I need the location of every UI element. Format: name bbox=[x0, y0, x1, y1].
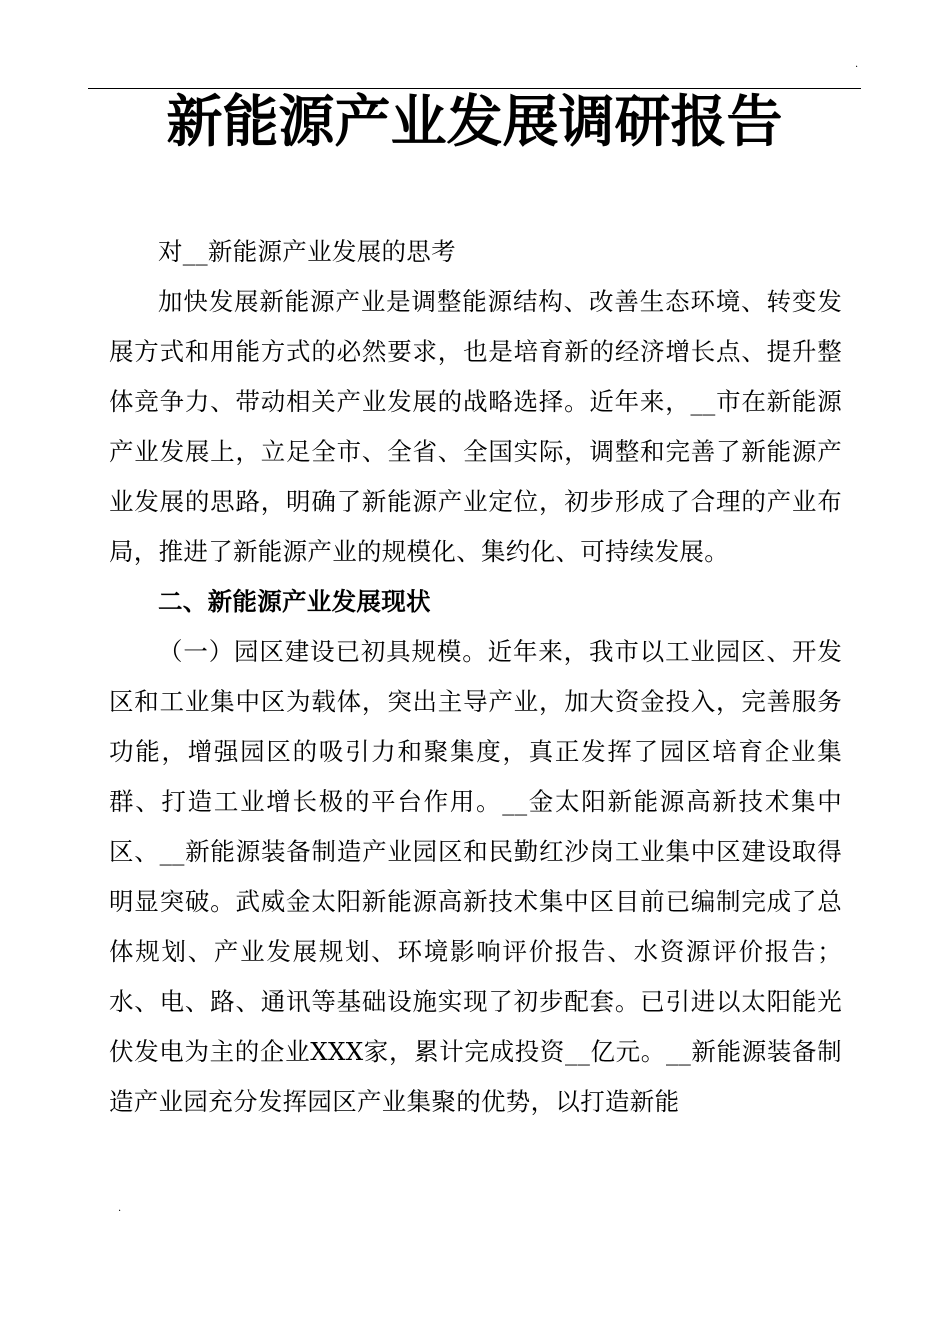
section-paragraph: （一）园区建设已初具规模。近年来，我市以工业园区、开发区和工业集中区为载体，突出主导产业，加大资金投入，完善服务功能，增强园区的吸引力和聚集度，真正发挥了园区培育企业集群、打造工业增长极的平台作用。__金太阳新能源高新技术集中区、__新能源装备制造产业园区和民勤红沙岗工业集中区建设取得明显突破。武威金太阳新能源高新技术集中区目前已编制完成了总体规划、产业发展规划、环境影响评价报告、水资源评价报告；水、电、路、通讯等基础设施实现了初步配套。已引进以太阳能光伏发电为主的企业XXX家，累计完成投资__亿元。__新能源装备制造产业园充分发挥园区产业集聚的优势，以打造新能 bbox=[109, 637, 842, 1116]
intro-paragraph: 加快发展新能源产业是调整能源结构、改善生态环境、转变发展方式和用能方式的必然要求，也是培育新的经济增长点、提升整体竞争力、带动相关产业发展的战略选择。近年来，__市在新能源产业发展上，立足全市、全省、全国实际，调整和完善了新能源产业发展的思路，明确了新能源产业定位，初步形成了合理的产业布局，推进了新能源产业的规模化、集约化、可持续发展。 bbox=[109, 287, 842, 566]
document-body bbox=[109, 227, 842, 1127]
section-heading: 二、新能源产业发展现状 bbox=[158, 587, 431, 616]
document-title: 新能源产业发展调研报告 bbox=[166, 90, 783, 155]
subtitle-paragraph: 对__新能源产业发展的思考 bbox=[158, 237, 456, 266]
header-corner-mark: . bbox=[855, 59, 859, 70]
footer-corner-mark: . bbox=[118, 1203, 122, 1214]
header-rule bbox=[88, 88, 861, 89]
